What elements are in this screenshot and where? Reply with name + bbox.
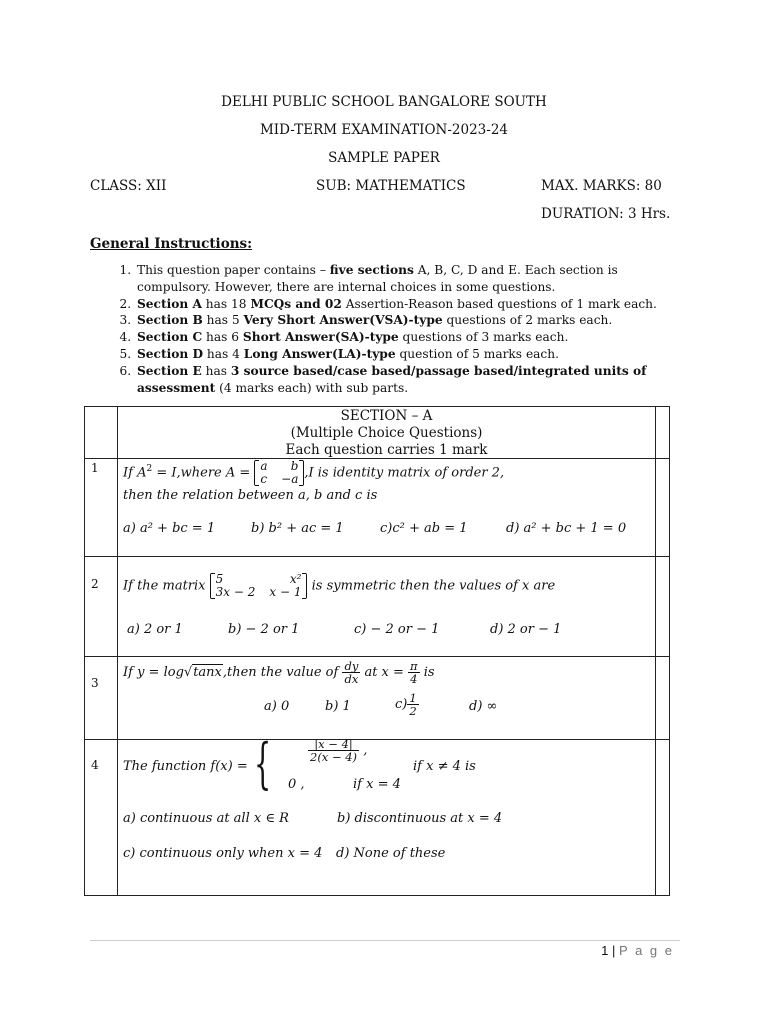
max-marks: MAX. MARKS: 80 [541,178,662,194]
subject-label: SUB: MATHEMATICS [316,178,466,194]
school-name: DELHI PUBLIC SCHOOL BANGALORE SOUTH [221,94,547,110]
class-label: CLASS: XII [90,178,167,194]
instruction-item: 6. Section E has 3 source based/case based/passage based/integrated units of assessment (4 marks each) with sub parts. [135,363,695,397]
question-number: 1 [91,461,99,475]
option-d: d) ∞ [469,699,498,714]
option-d: d) 2 or − 1 [490,622,562,637]
instruction-item: 2. Section A has 18 MCQs and 02 Assertion-Reason based questions of 1 mark each. [135,296,695,313]
question-1-stem: If $A^2$ = I,where A = a b c −a ,I is identity matrix of order 2, [123,459,505,486]
question-number: 4 [91,758,99,772]
option-a: a) continuous at all x ∈ R [123,811,289,826]
option-b: b) discontinuous at x = 4 [337,811,503,826]
exam-title: MID-TERM EXAMINATION-2023-24 [259,122,509,138]
footer-separator: | [612,943,616,958]
option-b: b) − 2 or 1 [228,622,300,637]
instruction-item: 3. Section B has 5 Very Short Answer(VSA)-type questions of 2 marks each. [135,312,695,329]
questions-table [84,406,670,896]
case-2: 0 , [288,777,305,792]
paper-type: SAMPLE PAPER [328,150,440,166]
page-footer [601,943,674,958]
question-number: 2 [91,577,99,591]
option-a: a) 0 [264,699,290,714]
question-2-stem: If the matrix 5 x² 3x − 2 x − 1 is symmetric then the values of x are [123,572,556,599]
case-2-condition: if x = 4 [353,777,401,792]
footer-divider [90,940,680,941]
question-3-stem: If y = log√tanx,then the value of $\frac{dy}{dx}$ at x = $\frac{\pi}{4}$ is [123,659,435,686]
option-d: d) a² + bc + 1 = 0 [506,521,627,536]
brace: { [254,732,272,795]
question-1-line2: then the relation between a, b and c is [123,488,378,503]
section-title: SECTION – A [340,408,433,424]
case-1: $\frac{|x - 4|}{2(x - 4)}$ , [310,737,368,764]
option-c: c)c² + ab = 1 [380,521,468,536]
option-a: a) a² + bc = 1 [123,521,216,536]
option-d: d) None of these [336,846,446,861]
instruction-item: 5. Section D has 4 Long Answer(LA)-type question of 5 marks each. [135,346,695,363]
question-number: 3 [91,676,99,690]
section-subtitle: (Multiple Choice Questions) [290,425,483,441]
option-b: b) 1 [325,699,351,714]
instruction-item: 4. Section C has 6 Short Answer(SA)-type questions of 3 marks each. [135,329,695,346]
instructions-list [90,262,695,396]
matrix: 5 x² 3x − 2 x − 1 [210,573,308,599]
section-note: Each question carries 1 mark [285,442,488,458]
option-c: c) $\frac{1}{2}$ [395,691,417,718]
duration: DURATION: 3 Hrs. [541,206,671,222]
option-b: b) b² + ac = 1 [251,521,344,536]
instructions-title: General Instructions: [90,236,253,252]
option-c: c) − 2 or − 1 [354,622,440,637]
option-a: a) 2 or 1 [127,622,183,637]
option-c: c) continuous only when x = 4 [123,846,323,861]
question-4-stem: The function f(x) = [123,759,248,774]
page-number: 1 [601,943,609,958]
instruction-item: 1. This question paper contains – five sections A, B, C, D and E. Each section is compulsory. However, there are internal choices in some questions. [135,262,695,296]
case-1-condition: if x ≠ 4 is [413,759,476,774]
matrix: a b c −a [254,460,304,486]
page-label: P a g e [619,943,674,958]
